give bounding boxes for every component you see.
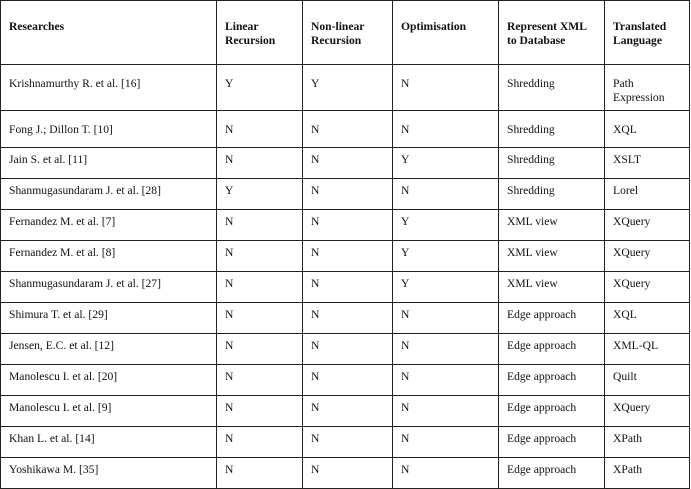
cell-linear-recursion: N: [217, 427, 303, 458]
table-row: [1, 179, 690, 210]
cell-optimisation: N: [393, 458, 499, 489]
cell-researches: Manolescu I. et al. [20]: [1, 365, 217, 396]
cell-optimisation: N: [393, 65, 499, 111]
cell-researches: Fernandez M. et al. [8]: [1, 241, 217, 272]
table-row: [1, 241, 690, 272]
cell-non-linear-recursion: N: [303, 179, 393, 210]
cell-linear-recursion: Y: [217, 179, 303, 210]
cell-translated-language: Quilt: [605, 365, 690, 396]
table-row: [1, 427, 690, 458]
cell-translated-language: XQuery: [605, 396, 690, 427]
cell-optimisation: N: [393, 396, 499, 427]
header-row: [1, 1, 690, 65]
header-linear-recursion: Linear Recursion: [217, 1, 303, 65]
table-row: [1, 65, 690, 111]
cell-optimisation: N: [393, 111, 499, 148]
cell-translated-language: XML-QL: [605, 334, 690, 365]
cell-non-linear-recursion: N: [303, 427, 393, 458]
cell-represent-xml: Edge approach: [499, 458, 605, 489]
cell-optimisation: N: [393, 303, 499, 334]
cell-linear-recursion: N: [217, 396, 303, 427]
cell-researches: Yoshikawa M. [35]: [1, 458, 217, 489]
cell-represent-xml: Edge approach: [499, 334, 605, 365]
cell-translated-language: XPath: [605, 427, 690, 458]
cell-represent-xml: Shredding: [499, 148, 605, 179]
cell-researches: Shimura T. et al. [29]: [1, 303, 217, 334]
table-row: [1, 396, 690, 427]
cell-non-linear-recursion: Y: [303, 65, 393, 111]
cell-non-linear-recursion: N: [303, 111, 393, 148]
cell-researches: Shanmugasundaram J. et al. [28]: [1, 179, 217, 210]
cell-linear-recursion: N: [217, 148, 303, 179]
cell-represent-xml: Edge approach: [499, 427, 605, 458]
cell-represent-xml: Shredding: [499, 65, 605, 111]
table-row: [1, 458, 690, 489]
table-header: [1, 1, 690, 65]
header-non-linear-recursion: Non-linear Recursion: [303, 1, 393, 65]
table-row: [1, 365, 690, 396]
cell-represent-xml: XML view: [499, 272, 605, 303]
cell-non-linear-recursion: N: [303, 458, 393, 489]
cell-researches: Jain S. et al. [11]: [1, 148, 217, 179]
cell-translated-language: XQuery: [605, 272, 690, 303]
cell-non-linear-recursion: N: [303, 303, 393, 334]
cell-represent-xml: XML view: [499, 210, 605, 241]
cell-non-linear-recursion: N: [303, 241, 393, 272]
cell-optimisation: Y: [393, 272, 499, 303]
cell-optimisation: Y: [393, 148, 499, 179]
cell-translated-language: XQuery: [605, 241, 690, 272]
cell-optimisation: N: [393, 365, 499, 396]
cell-represent-xml: XML view: [499, 241, 605, 272]
cell-represent-xml: Shredding: [499, 111, 605, 148]
cell-linear-recursion: N: [217, 303, 303, 334]
cell-non-linear-recursion: N: [303, 365, 393, 396]
cell-represent-xml: Edge approach: [499, 303, 605, 334]
cell-researches: Fernandez M. et al. [7]: [1, 210, 217, 241]
cell-translated-language: Path Expression: [605, 65, 690, 111]
header-researches: Researches: [1, 1, 217, 65]
cell-researches: Khan L. et al. [14]: [1, 427, 217, 458]
cell-researches: Krishnamurthy R. et al. [16]: [1, 65, 217, 111]
cell-linear-recursion: N: [217, 365, 303, 396]
cell-optimisation: Y: [393, 241, 499, 272]
header-represent-xml: Represent XML to Database: [499, 1, 605, 65]
cell-optimisation: N: [393, 334, 499, 365]
cell-translated-language: Lorel: [605, 179, 690, 210]
cell-researches: Fong J.; Dillon T. [10]: [1, 111, 217, 148]
cell-optimisation: N: [393, 427, 499, 458]
cell-linear-recursion: N: [217, 111, 303, 148]
table-row: [1, 111, 690, 148]
cell-linear-recursion: N: [217, 334, 303, 365]
cell-linear-recursion: Y: [217, 65, 303, 111]
cell-optimisation: N: [393, 179, 499, 210]
cell-linear-recursion: N: [217, 458, 303, 489]
cell-translated-language: XPath: [605, 458, 690, 489]
cell-non-linear-recursion: N: [303, 272, 393, 303]
cell-researches: Manolescu I. et al. [9]: [1, 396, 217, 427]
cell-translated-language: XQL: [605, 111, 690, 148]
cell-optimisation: Y: [393, 210, 499, 241]
cell-researches: Jensen, E.C. et al. [12]: [1, 334, 217, 365]
header-optimisation: Optimisation: [393, 1, 499, 65]
cell-linear-recursion: N: [217, 241, 303, 272]
cell-represent-xml: Shredding: [499, 179, 605, 210]
cell-translated-language: XQL: [605, 303, 690, 334]
cell-represent-xml: Edge approach: [499, 396, 605, 427]
cell-translated-language: XSLT: [605, 148, 690, 179]
cell-linear-recursion: N: [217, 210, 303, 241]
table-row: [1, 272, 690, 303]
table-body: [1, 65, 690, 489]
cell-linear-recursion: N: [217, 272, 303, 303]
table-row: [1, 303, 690, 334]
header-translated-language: Translated Language: [605, 1, 690, 65]
cell-non-linear-recursion: N: [303, 210, 393, 241]
table-row: [1, 148, 690, 179]
cell-non-linear-recursion: N: [303, 148, 393, 179]
cell-researches: Shanmugasundaram J. et al. [27]: [1, 272, 217, 303]
cell-non-linear-recursion: N: [303, 396, 393, 427]
cell-non-linear-recursion: N: [303, 334, 393, 365]
cell-represent-xml: Edge approach: [499, 365, 605, 396]
table-row: [1, 210, 690, 241]
table-row: [1, 334, 690, 365]
cell-translated-language: XQuery: [605, 210, 690, 241]
